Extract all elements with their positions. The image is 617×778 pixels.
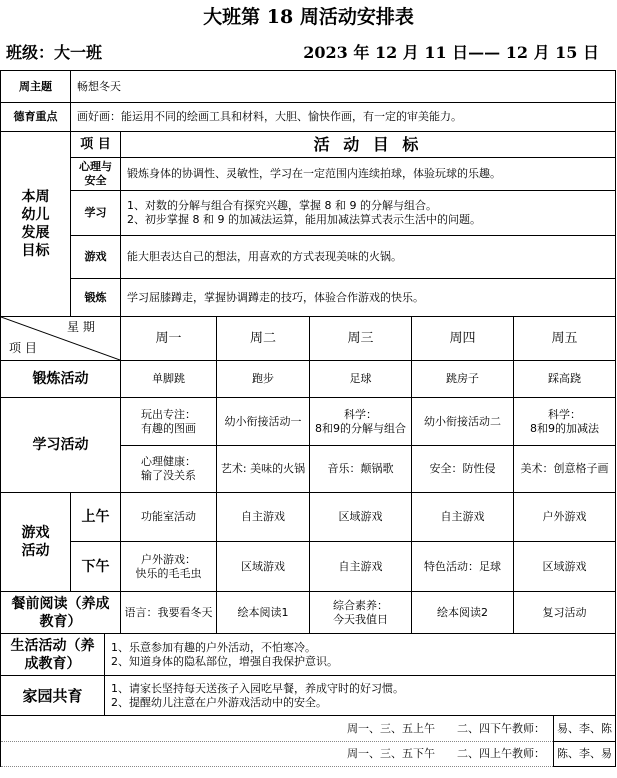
game-cell	[412, 542, 514, 592]
game-cell-line: 自主游戏	[241, 510, 285, 523]
home-text: 1、请家长坚持每天送孩子入园吃早餐，养成守时的好习惯。 2、提醒幼儿注意在户外游戏活动中的安全。	[105, 676, 616, 716]
game-cell-line: 特色活动：足球	[424, 559, 501, 573]
game-cell-line: 快乐的毛毛虫	[135, 566, 202, 580]
learning-cell-line: 美术：创意格子画	[520, 462, 609, 475]
learning-cell	[121, 398, 217, 446]
reading-cell-line: 语言：我要看冬天	[124, 605, 213, 619]
goal-item-psych: 心理与安全	[71, 158, 121, 191]
exercise-cell: 单脚跳	[121, 361, 217, 398]
learning-cell-line: 幼小衔接活动二	[424, 414, 501, 428]
theme-value: 畅想冬天	[71, 71, 616, 103]
day-header: 周三	[310, 317, 412, 361]
date-range: 2023 年 12 月 11 日—— 12 月 15 日	[303, 43, 599, 62]
page-title: 大班第 18 周活动安排表	[203, 6, 414, 28]
goals-label: 本周幼儿发展目标	[1, 132, 71, 317]
reading-cell	[217, 592, 310, 634]
day-header: 周二	[217, 317, 310, 361]
learning-cell	[217, 446, 310, 493]
game-cell-line: 区域游戏	[542, 559, 587, 573]
schedule-table	[0, 70, 616, 767]
learning-cell	[514, 398, 616, 446]
reading-cell	[310, 592, 412, 634]
game-cell-line: 区域游戏	[241, 559, 285, 573]
day-header: 周四	[412, 317, 514, 361]
day-header: 周五	[514, 317, 616, 361]
corner-item: 项 目	[9, 341, 37, 355]
game-cell	[310, 542, 412, 592]
life-label: 生活活动（养成教育）	[1, 634, 105, 676]
learning-cell	[412, 446, 514, 493]
learning-label: 学习活动	[1, 398, 121, 493]
exercise-label: 锻炼活动	[1, 361, 121, 398]
learning-cell-line: 音乐：颠锅歌	[327, 462, 394, 475]
teacher-row-1-text: 周一、三、五上午 二、四下午教师：	[1, 716, 553, 742]
goal-text-psych: 锻炼身体的协调性、灵敏性，学习在一定范围内连续拍球，体验玩球的乐趣。	[121, 158, 616, 191]
home-label: 家园共育	[1, 676, 105, 716]
goal-item-learning: 学习	[71, 191, 121, 236]
learning-cell-line: 8和9的加减法	[530, 421, 599, 435]
learning-cell	[310, 446, 412, 493]
reading-cell	[412, 592, 514, 634]
goal-item-game: 游戏	[71, 236, 121, 279]
learning-cell-line: 安全：防性侵	[429, 462, 496, 475]
learning-cell-line: 科学：	[344, 407, 377, 421]
reading-cell-line: 绘本阅读2	[437, 605, 488, 619]
learning-cell-line: 幼小衔接活动一	[224, 414, 302, 428]
goal-text-game: 能大胆表达自己的想法，用喜欢的方式表现美味的火锅。	[121, 236, 616, 279]
learning-cell-line: 玩出专注：	[141, 407, 196, 421]
corner-diagonal	[1, 317, 121, 361]
teacher-row-1-names: 易、李、陈	[553, 716, 616, 742]
goals-goal-header: 活 动 目 标	[121, 132, 616, 158]
learning-cell	[514, 446, 616, 493]
game-cell	[121, 493, 217, 542]
exercise-cell: 跳房子	[412, 361, 514, 398]
game-cell	[121, 542, 217, 592]
games-pm-label: 下午	[71, 542, 121, 592]
reading-cell-line: 绘本阅读1	[237, 605, 289, 619]
exercise-cell: 跑步	[217, 361, 310, 398]
learning-cell	[217, 398, 310, 446]
teacher-row-2-names: 陈、李、易	[553, 742, 616, 767]
exercise-cell: 踩高跷	[514, 361, 616, 398]
game-cell	[310, 493, 412, 542]
learning-cell	[412, 398, 514, 446]
reading-cell	[121, 592, 217, 634]
game-cell-line: 自主游戏	[338, 559, 383, 573]
goal-item-exercise: 锻炼	[71, 279, 121, 317]
game-cell-line: 户外游戏	[542, 510, 587, 523]
exercise-cell: 足球	[310, 361, 412, 398]
reading-cell-line: 复习活动	[542, 605, 587, 619]
games-am-label: 上午	[71, 493, 121, 542]
learning-cell-line: 心理健康：	[141, 455, 196, 468]
reading-cell	[514, 592, 616, 634]
game-cell-line: 区域游戏	[338, 510, 383, 523]
learning-cell	[310, 398, 412, 446]
game-cell-line: 功能室活动	[141, 510, 196, 523]
moral-label: 德育重点	[1, 103, 71, 132]
corner-weekday: 星 期	[67, 320, 95, 334]
game-cell-line: 自主游戏	[440, 510, 485, 523]
teacher-row-2-text: 周一、三、五下午 二、四上午教师：	[1, 742, 553, 767]
theme-label: 周主题	[1, 71, 71, 103]
learning-cell	[121, 446, 217, 493]
game-cell	[412, 493, 514, 542]
class-label: 班级：大一班	[6, 43, 103, 62]
goal-text-exercise: 学习屈膝蹲走，掌握协调蹲走的技巧，体验合作游戏的快乐。	[121, 279, 616, 317]
learning-cell-line: 艺术: 美味的火锅	[220, 462, 306, 475]
reading-cell-line: 综合素养：	[333, 598, 388, 612]
game-cell	[217, 542, 310, 592]
reading-label: 餐前阅读（养成教育）	[1, 592, 121, 634]
goal-text-learning: 1、对数的分解与组合有探究兴趣，掌握 8 和 9 的分解与组合。 2、初步掌握 8 和 9 的加减法运算，能用加减法算式表示生活中的问题。	[121, 191, 616, 236]
game-cell-line: 户外游戏：	[141, 552, 196, 566]
learning-cell-line: 8和9的分解与组合	[315, 421, 406, 435]
learning-cell-line: 输了没关系	[141, 469, 196, 482]
goals-item-header: 项 目	[71, 132, 121, 158]
learning-cell-line: 有趣的图画	[141, 421, 196, 435]
moral-value: 画好画：能运用不同的绘画工具和材料，大胆、愉快作画，有一定的审美能力。	[71, 103, 616, 132]
day-header: 周一	[121, 317, 217, 361]
games-label: 游戏活动	[1, 493, 71, 592]
reading-cell-line: 今天我值日	[333, 612, 388, 626]
life-text: 1、乐意参加有趣的户外活动，不怕寒冷。 2、知道身体的隐私部位，增强自我保护意识。	[105, 634, 616, 676]
game-cell	[514, 542, 616, 592]
game-cell	[217, 493, 310, 542]
learning-cell-line: 科学：	[548, 407, 581, 421]
game-cell	[514, 493, 616, 542]
